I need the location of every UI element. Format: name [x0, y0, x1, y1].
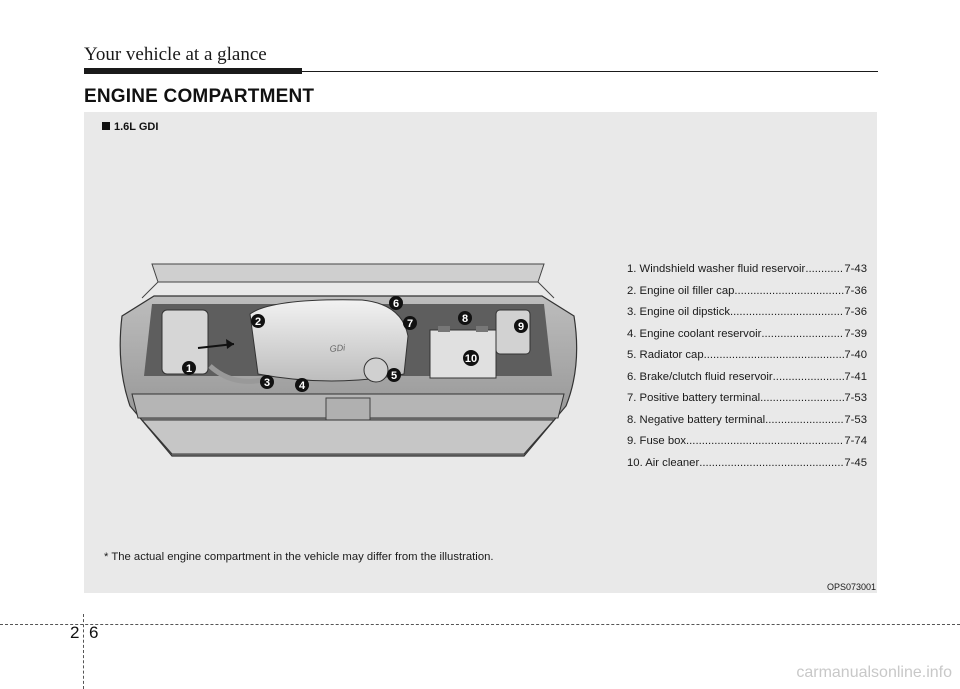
callout-2	[251, 314, 265, 328]
list-item: 10. Air cleaner ..... 7-45	[627, 453, 867, 475]
footnote: * The actual engine compartment in the vehicle may differ from the illustration.	[104, 551, 494, 563]
callout-4	[295, 378, 309, 392]
callout-8	[458, 311, 472, 325]
header-rule-thin	[300, 71, 878, 72]
callout-9	[514, 319, 528, 333]
list-item: 6. Brake/clutch fluid reservoir ..... 7-41	[627, 367, 867, 389]
page-number-divider	[83, 614, 84, 689]
engine-badge: GDi	[329, 342, 346, 354]
svg-text:1: 1	[185, 363, 193, 375]
page-footer-divider	[0, 624, 960, 625]
list-item: 9. Fuse box ..... 7-74	[627, 431, 867, 453]
svg-text:7: 7	[406, 318, 414, 330]
callout-6	[389, 296, 403, 310]
callout-7	[403, 316, 417, 330]
svg-text:2: 2	[254, 316, 262, 328]
callout-10	[463, 350, 479, 366]
callout-1	[182, 361, 196, 375]
chapter-number: 2	[70, 623, 80, 642]
header-rule	[84, 68, 302, 74]
svg-text:8: 8	[461, 313, 469, 325]
page-number: 6	[89, 623, 99, 642]
list-item: 7. Positive battery terminal ..... 7-53	[627, 388, 867, 410]
list-item: 4. Engine coolant reservoir ..... 7-39	[627, 324, 867, 346]
callout-5	[387, 368, 401, 382]
engine-compartment-illustration	[112, 256, 584, 474]
watermark: carmanualsonline.info	[796, 664, 952, 681]
square-bullet-icon	[102, 122, 110, 130]
engine-variant-text: 1.6L GDI	[114, 121, 159, 133]
svg-text:6: 6	[392, 298, 400, 310]
svg-text:10: 10	[464, 353, 478, 365]
header-title: Your vehicle at a glance	[84, 44, 267, 65]
engine-variant-label	[102, 121, 158, 133]
figure-code: OPS073001	[826, 582, 876, 592]
section-title: ENGINE COMPARTMENT	[84, 86, 315, 107]
svg-text:3: 3	[263, 377, 271, 389]
callout-3	[260, 375, 274, 389]
list-item: 3. Engine oil dipstick ..... 7-36	[627, 302, 867, 324]
battery-shape	[430, 330, 496, 378]
list-item: 8. Negative battery terminal ..... 7-53	[627, 410, 867, 432]
hood-shape	[152, 264, 544, 282]
list-item: 1. Windshield washer fluid reservoir ..... 7-43	[627, 259, 867, 281]
list-item: 2. Engine oil filler cap ..... 7-36	[627, 281, 867, 303]
parts-list	[627, 259, 867, 474]
svg-text:5: 5	[390, 370, 398, 382]
svg-text:4: 4	[298, 380, 306, 392]
list-item: 5. Radiator cap ..... 7-40	[627, 345, 867, 367]
svg-text:9: 9	[517, 321, 525, 333]
